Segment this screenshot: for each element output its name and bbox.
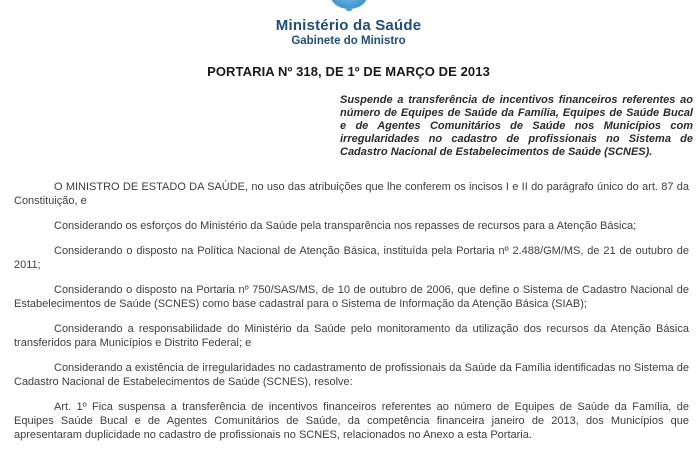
document-title: PORTARIA Nº 318, DE 1º DE MARÇO DE 2013 [207, 64, 490, 79]
body-paragraph: O MINISTRO DE ESTADO DA SAÚDE, no uso das atribuições que lhe conferem os incisos I e II do parágrafo único do art. 87 da Constituição, e [14, 181, 689, 207]
body-paragraph: Considerando o disposto na Política Nacional de Atenção Básica, instituída pela Portaria nº 2.488/GM/MS, de 21 de outubro de 2011; [14, 245, 689, 271]
emblem-tail [346, 9, 352, 11]
department-name: Gabinete do Ministro [291, 35, 406, 47]
document-summary: Suspende a transferência de incentivos financeiros referentes ao número de Equipes de Saúde da Família, Equipes de Saúde Bucal e de Agentes Comunitários de Saúde nos Municípios com irregularidades no cadastro de profissionais no Sistema de Cadastro Nacional de Estabelecimentos de Saúde (SCNES). [340, 94, 693, 158]
document-header [0, 0, 697, 47]
body-paragraph: Considerando os esforços do Ministério da Saúde pela transparência nos repasses de recursos para a Atenção Básica; [54, 220, 637, 232]
body-paragraph: Considerando o disposto na Portaria nº 750/SAS/MS, de 10 de outubro de 2006, que define o Sistema de Cadastro Nacional de Estabelecimentos de Saúde (SCNES) como base cadastral para o Sistema de Informação da Atenção Básica (SIAB); [14, 284, 689, 310]
ministry-emblem-icon [329, 0, 369, 11]
organization-name: Ministério da Saúde [275, 17, 422, 34]
document-body [14, 180, 689, 442]
emblem-shape [330, 0, 368, 9]
body-paragraph: Considerando a existência de irregularidades no cadastramento de profissionais da Saúde da Família identificadas no Sistema de Cadastro Nacional de Estabelecimentos de Saúde (SCNES), resolve: [14, 362, 689, 388]
body-paragraph: Considerando a responsabilidade do Ministério da Saúde pelo monitoramento da utilização dos recursos da Atenção Básica transferidos para Municípios e Distrito Federal; e [14, 323, 689, 349]
body-paragraph: Art. 1º Fica suspensa a transferência de incentivos financeiros referentes ao número de Equipes de Saúde da Família, de Equipes Saúde Bucal e de Agentes Comunitários de Saúde, da competência financeira janeiro de 2013, dos Municípios que apresentaram duplicidade no cadastro de profissionais no SCNES, relacionados no Anexo a esta Portaria. [14, 401, 689, 441]
